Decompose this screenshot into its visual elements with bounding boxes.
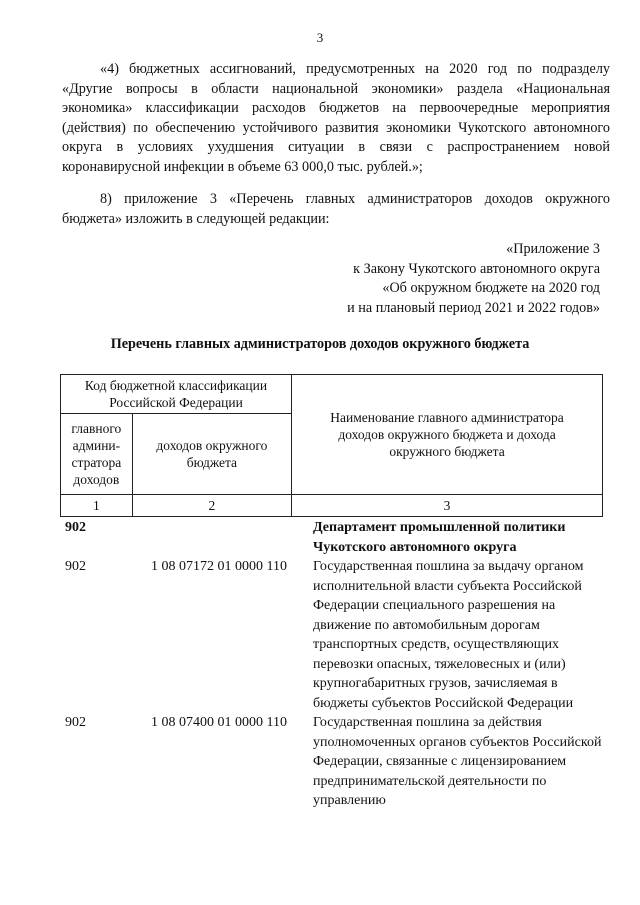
revenue-code: [141, 518, 297, 557]
appendix-line: «Приложение 3: [506, 241, 600, 257]
revenue-code: 1 08 07400 01 0000 110: [151, 715, 287, 730]
table-row: [60, 557, 603, 713]
admin-code: 902: [65, 559, 86, 574]
header-admin-cell: главного админи- стратора доходов: [61, 414, 133, 495]
header-num-cell: 3: [292, 495, 603, 517]
table-row: [60, 713, 603, 811]
table-row: [60, 518, 603, 557]
appendix-line: и на плановый период 2021 и 2022 годов»: [347, 299, 600, 316]
header-num-cell: 2: [132, 495, 291, 517]
table-body: [60, 518, 603, 811]
admin-code: 902: [65, 715, 86, 730]
paragraph-appendix-3: 8) приложение 3 «Перечень главных администраторов доходов окружного бюджета» изложить в следующей редакции:: [62, 191, 610, 227]
appendix-reference: [347, 240, 600, 318]
revenue-name: Государственная пошлина за действия уполномоченных органов субъектов Российской Федерации, связанные с лицензированием предпринимательской деятельности по управлению: [313, 715, 602, 808]
page-number: 3: [316, 30, 324, 45]
header-num-cell: 1: [61, 495, 133, 517]
revenue-name: Государственная пошлина за выдачу органом исполнительной власти субъекта Российской Федерации специального разрешения на движение по автомобильным дорогам транспортных средств, осуществляющих перевозки опасных, тяжеловесных и (или) крупногабаритных грузов, зачисляемая в бюджеты субъектов Российской Федерации: [313, 559, 584, 711]
admin-code: 902: [65, 520, 86, 535]
table-header: [60, 374, 603, 517]
paragraph-budget-allocations: «4) бюджетных ассигнований, предусмотренных на 2020 год по подразделу «Другие вопросы в области национальной экономики» раздела «Национальная экономика» классификации расходов бюджетов на первоочередные мероприятия (действия) по обеспечению устойчивого развития экономики Чукотского автономного округа в условиях ухудшения ситуации в связи с распространением новой коронавирусной инфекции в объеме 63 000,0 тыс. рублей.»;: [62, 61, 610, 175]
revenue-name: Департамент промышленной политики Чукотского автономного округа: [313, 520, 566, 555]
header-revenue-cell: доходов окружного бюджета: [132, 414, 291, 495]
appendix-line: «Об окружном бюджете на 2020 год: [382, 280, 600, 296]
appendix-line: к Закону Чукотского автономного округа: [353, 260, 600, 277]
header-group-cell: Код бюджетной классификации Российской Федерации: [61, 375, 292, 414]
header-name-cell: Наименование главного администратора доходов окружного бюджета и дохода окружного бюджета: [292, 375, 603, 495]
document-title: Перечень главных администраторов доходов окружного бюджета: [110, 336, 530, 352]
revenue-code: 1 08 07172 01 0000 110: [151, 559, 287, 574]
